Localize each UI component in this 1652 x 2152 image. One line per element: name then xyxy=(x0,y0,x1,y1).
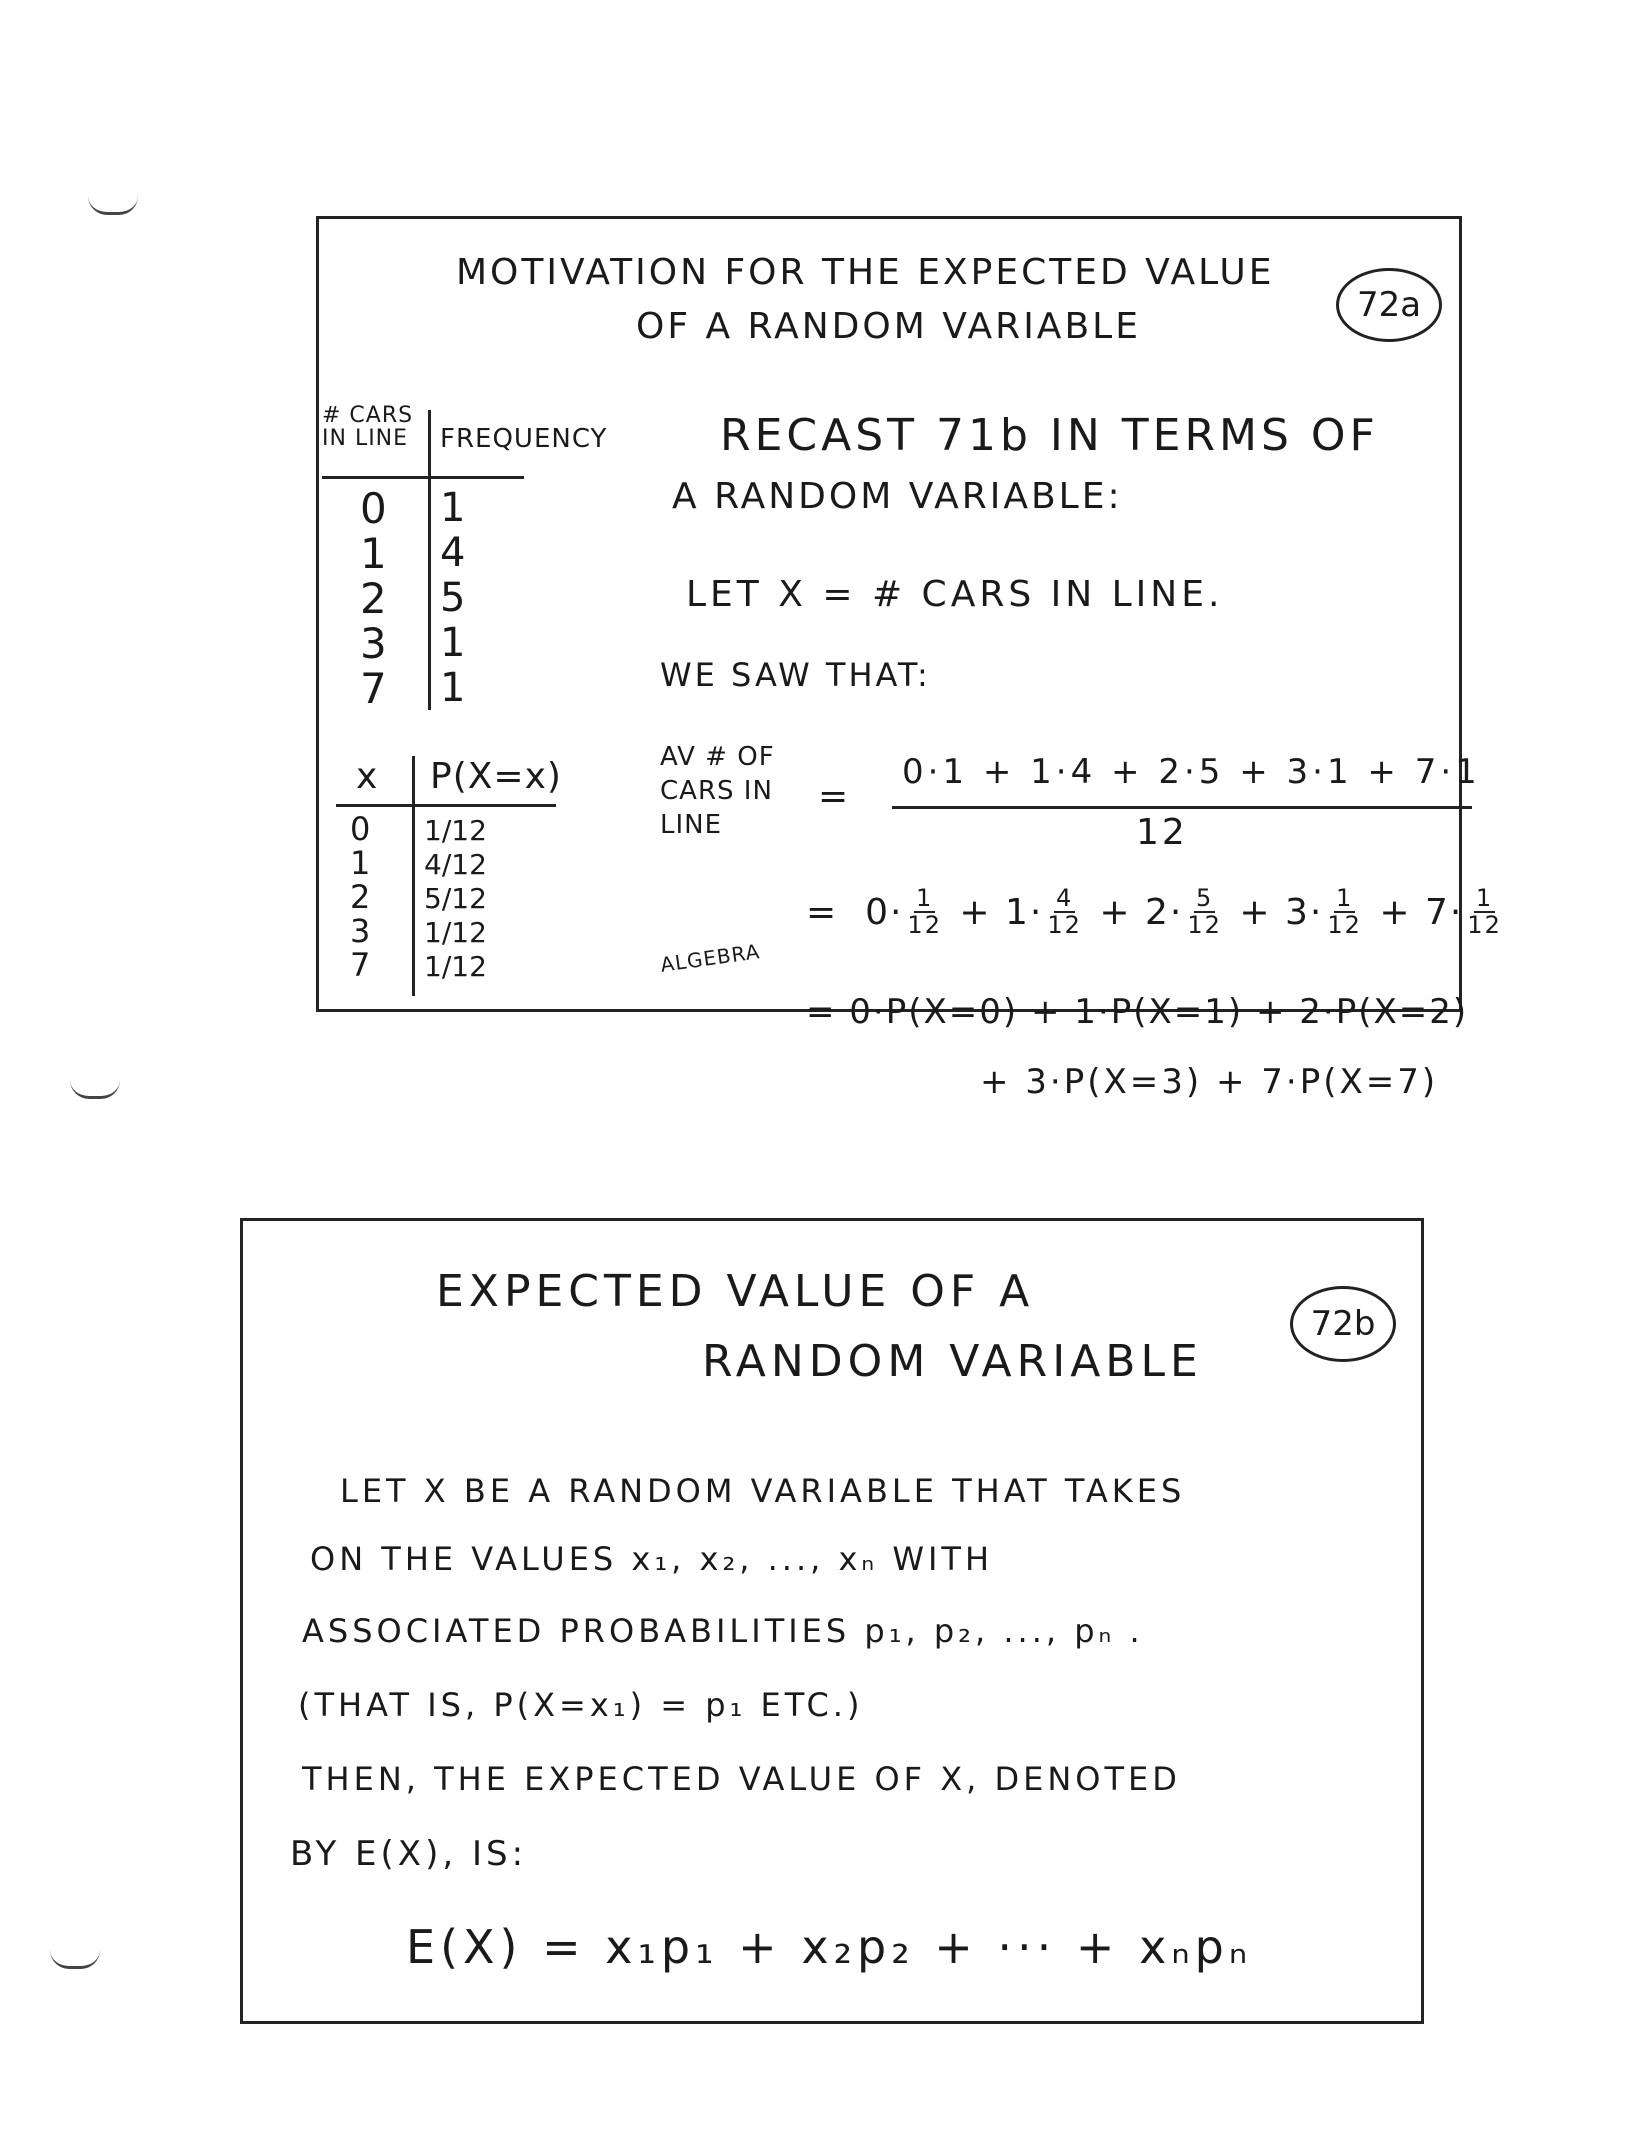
let-x-line: LET X = # CARS IN LINE. xyxy=(686,574,1224,615)
eq2-plus: + xyxy=(1365,891,1425,933)
freq-x-value: 0 xyxy=(360,484,387,533)
eq2-line xyxy=(806,886,1506,938)
prob-table-header-p: P(X=x) xyxy=(430,756,562,797)
prob-table-p-column xyxy=(424,814,487,984)
prob-table-header-rule xyxy=(336,804,556,807)
freq-table-header-rule xyxy=(322,476,524,479)
eq2-term-fraction xyxy=(1047,886,1082,938)
card-b-title-line2: RANDOM VARIABLE xyxy=(702,1336,1203,1387)
card-b-body-line2: ON THE VALUES x₁, x₂, ..., xₙ WITH xyxy=(310,1540,994,1578)
eq3-line: = 0·P(X=0) + 1·P(X=1) + 2·P(X=2) xyxy=(806,992,1469,1032)
freq-value: 1 xyxy=(440,665,466,711)
eq1-denominator: 12 xyxy=(1136,812,1188,853)
eq2-plus: + xyxy=(1225,891,1285,933)
freq-value: 1 xyxy=(440,485,466,531)
prob-x-value: 3 xyxy=(350,912,371,950)
card-a-title-line2: OF A RANDOM VARIABLE xyxy=(636,306,1141,347)
eq2-term-num: 1 xyxy=(1335,884,1354,912)
freq-x-value: 1 xyxy=(360,529,387,578)
prob-x-value: 2 xyxy=(350,878,371,916)
eq2-term-num: 1 xyxy=(916,884,934,912)
freq-x-value: 7 xyxy=(360,664,387,713)
eq2-term-den: 12 xyxy=(1467,911,1502,940)
card-b-body-line5: THEN, THE EXPECTED VALUE OF X, DENOTED xyxy=(302,1760,1181,1798)
freq-table-divider xyxy=(428,410,431,710)
prob-value: 1/12 xyxy=(424,916,487,949)
algebra-label: ALGEBRA xyxy=(658,939,762,977)
freq-x-value: 2 xyxy=(360,574,387,623)
freq-table-header-x: # CARS IN LINE xyxy=(322,403,414,452)
we-saw-line: WE SAW THAT: xyxy=(660,656,931,694)
prob-table-header-x: x xyxy=(356,756,381,797)
card-b-title-line1: EXPECTED VALUE OF A xyxy=(436,1266,1035,1317)
punch-hole-mark xyxy=(88,196,138,215)
eq2-term-fraction xyxy=(907,886,942,938)
eq2-term-coef: 0· xyxy=(865,891,904,933)
eq2-term-fraction xyxy=(1187,886,1222,938)
freq-table-x-column xyxy=(360,486,387,711)
recast-line2: A RANDOM VARIABLE: xyxy=(672,476,1123,517)
eq2-term-num: 5 xyxy=(1195,884,1214,912)
prob-x-value: 0 xyxy=(350,810,371,848)
prob-x-value: 1 xyxy=(350,844,371,882)
eq1-numerator: 0·1 + 1·4 + 2·5 + 3·1 + 7·1 xyxy=(902,752,1481,792)
av-cars-label: AV # OF CARS IN LINE xyxy=(660,742,775,840)
expected-value-formula: E(X) = x₁p₁ + x₂p₂ + ··· + xₙpₙ xyxy=(406,1920,1253,1974)
eq2-term-coef: 1· xyxy=(1005,891,1044,933)
freq-table-header-frequency: FREQUENCY xyxy=(440,424,608,454)
prob-x-value: 7 xyxy=(350,946,371,984)
eq1-equals: = xyxy=(818,776,852,817)
eq2-equals: = xyxy=(806,891,866,933)
eq1-fraction-bar xyxy=(892,806,1472,809)
prob-table-x-column xyxy=(350,812,370,982)
punch-hole-mark xyxy=(70,1080,120,1099)
freq-value: 1 xyxy=(440,620,466,666)
recast-line1: RECAST 71b IN TERMS OF xyxy=(720,410,1379,461)
eq2-term-coef: 2· xyxy=(1145,891,1184,933)
eq2-term-fraction xyxy=(1467,886,1502,938)
eq2-plus: + xyxy=(945,891,1006,933)
freq-table-frequency-column xyxy=(440,486,465,711)
card-a-badge: 72a xyxy=(1336,268,1442,342)
freq-value: 5 xyxy=(440,575,466,621)
eq2-term-den: 12 xyxy=(1327,911,1362,940)
prob-value: 5/12 xyxy=(424,882,487,915)
eq2-term-num: 1 xyxy=(1475,884,1494,912)
eq2-term-fraction xyxy=(1327,886,1362,938)
card-a-title-line1: MOTIVATION FOR THE EXPECTED VALUE xyxy=(456,252,1275,293)
eq2-term-den: 12 xyxy=(1187,911,1222,940)
freq-value: 4 xyxy=(440,530,466,576)
prob-table-divider xyxy=(412,756,415,996)
prob-value: 4/12 xyxy=(424,848,487,881)
eq2-term-coef: 7· xyxy=(1424,891,1464,933)
card-b-body-line3: ASSOCIATED PROBABILITIES p₁, p₂, ..., pₙ . xyxy=(302,1612,1144,1650)
eq2-term-coef: 3· xyxy=(1284,891,1324,933)
prob-value: 1/12 xyxy=(424,814,487,847)
punch-hole-mark xyxy=(50,1950,100,1969)
eq2-plus: + xyxy=(1085,891,1145,933)
card-b-badge: 72b xyxy=(1290,1286,1396,1362)
freq-x-value: 3 xyxy=(360,619,387,668)
eq4-line: + 3·P(X=3) + 7·P(X=7) xyxy=(980,1062,1439,1102)
card-b-body-line6: BY E(X), IS: xyxy=(290,1834,528,1874)
eq2-term-num: 4 xyxy=(1056,884,1074,912)
card-b-body-line4: (THAT IS, P(X=x₁) = p₁ ETC.) xyxy=(298,1686,864,1724)
eq2-term-den: 12 xyxy=(907,911,942,940)
eq2-term-den: 12 xyxy=(1047,911,1082,940)
card-b-body-line1: LET X BE A RANDOM VARIABLE THAT TAKES xyxy=(340,1472,1186,1510)
prob-value: 1/12 xyxy=(424,950,487,983)
